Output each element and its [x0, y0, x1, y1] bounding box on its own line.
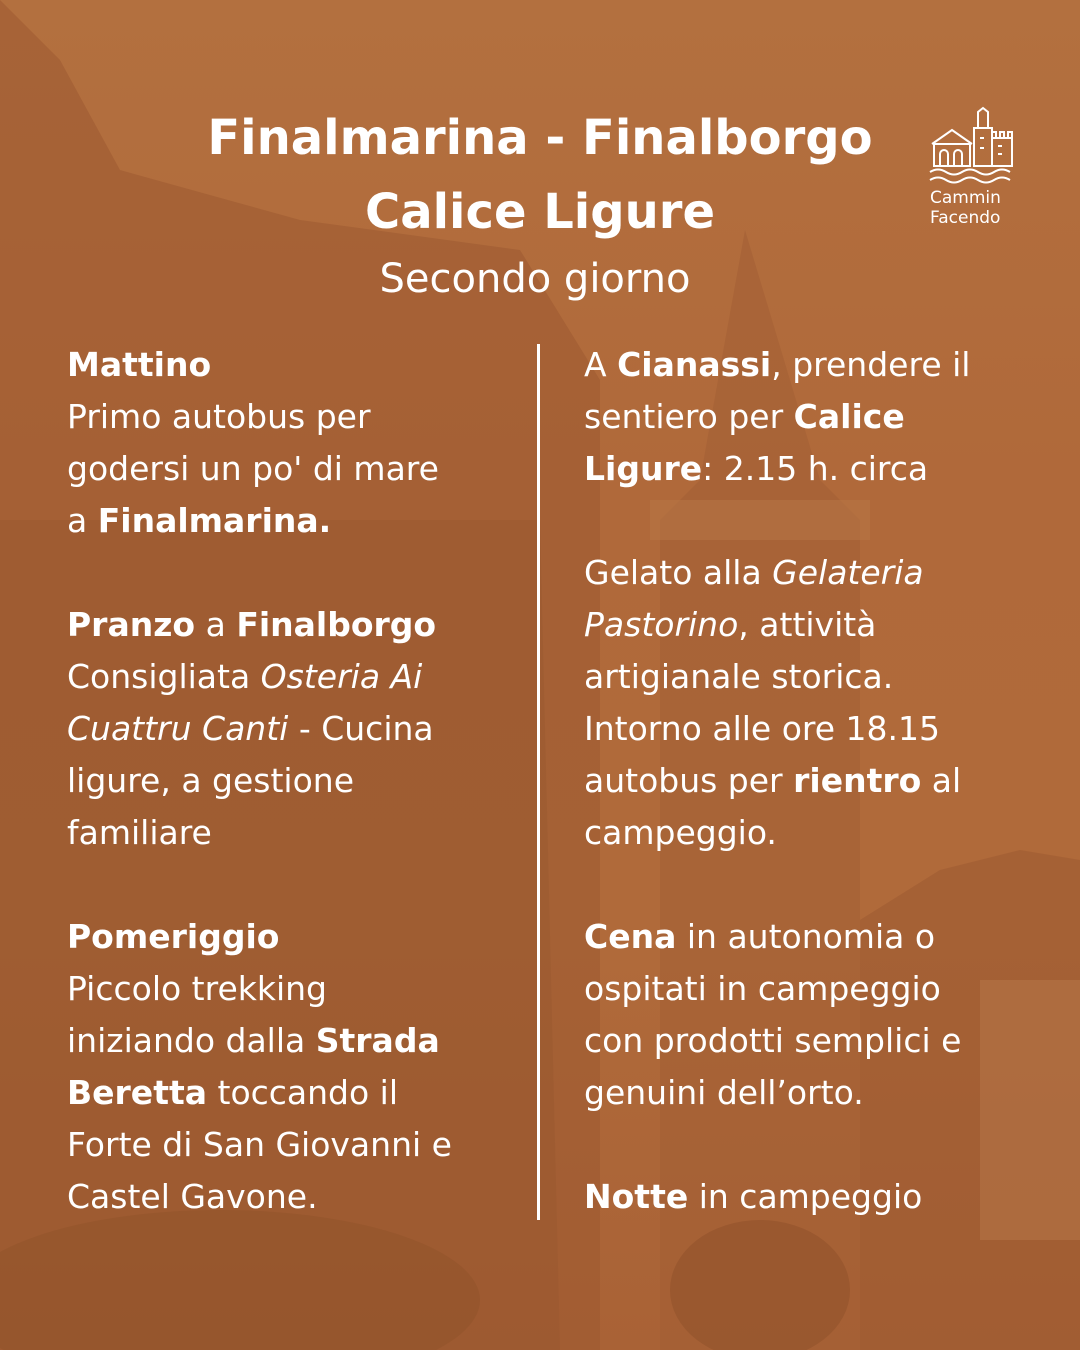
- c1-post: in autonomia o: [676, 917, 936, 956]
- n-line1: [584, 1171, 1064, 1223]
- page-title-line2: Calice Ligure: [364, 184, 716, 240]
- mattino-line1: Primo autobus per: [67, 397, 371, 436]
- notte-section: [584, 1171, 1064, 1223]
- page-title-line1: Finalmarina - Finalborgo: [207, 110, 873, 166]
- g1-pre: Gelato alla: [584, 553, 773, 592]
- r1-bold: Cianassi: [617, 345, 772, 384]
- c-line2: ospitati in campeggio: [584, 969, 941, 1008]
- pranzo-line3: [67, 703, 527, 755]
- pranzo-line4: ligure, a gestione: [67, 761, 354, 800]
- mattino-section: [67, 339, 527, 547]
- pranzo-l2-pre: Consigliata: [67, 657, 261, 696]
- g-line6: campeggio.: [584, 813, 777, 852]
- mattino-heading: Mattino: [67, 345, 212, 384]
- pom-line3: [67, 1067, 527, 1119]
- g1-italic: Gelateria: [772, 553, 924, 592]
- pranzo-heading: [67, 599, 527, 651]
- mattino-line3: [67, 495, 527, 547]
- pranzo-line2: [67, 651, 527, 703]
- n1-post: in campeggio: [688, 1177, 923, 1216]
- castle-waves-icon: [926, 104, 1022, 188]
- r-line1: [584, 339, 1064, 391]
- c-line1: [584, 911, 1064, 963]
- r2-pre: sentiero per: [584, 397, 794, 436]
- pom-l3-post: toccando il: [207, 1073, 399, 1112]
- r-line3: [584, 443, 1064, 495]
- c-line4: genuini dell’orto.: [584, 1073, 864, 1112]
- r2-bold: Calice: [793, 397, 905, 436]
- pranzo-mid: a: [195, 605, 237, 644]
- right-column: [584, 339, 1064, 1223]
- pomeriggio-section: [67, 911, 527, 1223]
- logo-line2: Facendo: [930, 208, 1001, 228]
- c1-bold: Cena: [584, 917, 677, 956]
- g5-bold: rientro: [793, 761, 922, 800]
- pomeriggio-heading: Pomeriggio: [67, 917, 280, 956]
- pranzo-section: [67, 599, 527, 859]
- g2-italic: Pastorino: [584, 605, 739, 644]
- mattino-line2: godersi un po' di mare: [67, 449, 439, 488]
- r1-post: , prendere il: [771, 345, 971, 384]
- logo-text: [930, 188, 1001, 228]
- r-line2: [584, 391, 1064, 443]
- g5-pre: autobus per: [584, 761, 794, 800]
- r3-bold: Ligure: [584, 449, 703, 488]
- pom-line2: [67, 1015, 527, 1067]
- r3-post: : 2.15 h. circa: [702, 449, 929, 488]
- pranzo-line5: familiare: [67, 813, 212, 852]
- r1-pre: A: [584, 345, 618, 384]
- logo-line1: Cammin: [930, 188, 1001, 208]
- column-divider: [537, 344, 540, 1220]
- cianassi-section: [584, 339, 1064, 495]
- g2-post: , attività: [738, 605, 877, 644]
- g-line4: Intorno alle ore 18.15: [584, 709, 941, 748]
- g-line5: [584, 755, 1064, 807]
- g-line2: [584, 599, 1064, 651]
- mattino-line3-bold: Finalmarina.: [97, 501, 332, 540]
- pom-line4: Forte di San Giovanni e: [67, 1125, 452, 1164]
- pom-line1: Piccolo trekking: [67, 969, 328, 1008]
- g-line3: artigianale storica.: [584, 657, 894, 696]
- pranzo-l2-italic: Osteria Ai: [260, 657, 423, 696]
- pom-l2-pre: iniziando dalla: [67, 1021, 316, 1060]
- page-subtitle: Secondo giorno: [379, 256, 691, 302]
- gelato-section: [584, 547, 1064, 859]
- mattino-line3-pre: a: [67, 501, 98, 540]
- pom-line5: Castel Gavone.: [67, 1177, 318, 1216]
- pranzo-l3-italic: Cuattru Canti: [67, 709, 289, 748]
- pranzo-bold1: Pranzo: [67, 605, 196, 644]
- g5-post: al: [921, 761, 962, 800]
- pranzo-l3-post: - Cucina: [288, 709, 434, 748]
- pranzo-bold2: Finalborgo: [236, 605, 437, 644]
- c-line3: con prodotti semplici e: [584, 1021, 962, 1060]
- left-column: [67, 339, 527, 1223]
- pom-l3-bold: Beretta: [67, 1073, 208, 1112]
- g-line1: [584, 547, 1064, 599]
- pom-l2-bold: Strada: [315, 1021, 440, 1060]
- cena-section: [584, 911, 1064, 1119]
- n1-bold: Notte: [584, 1177, 689, 1216]
